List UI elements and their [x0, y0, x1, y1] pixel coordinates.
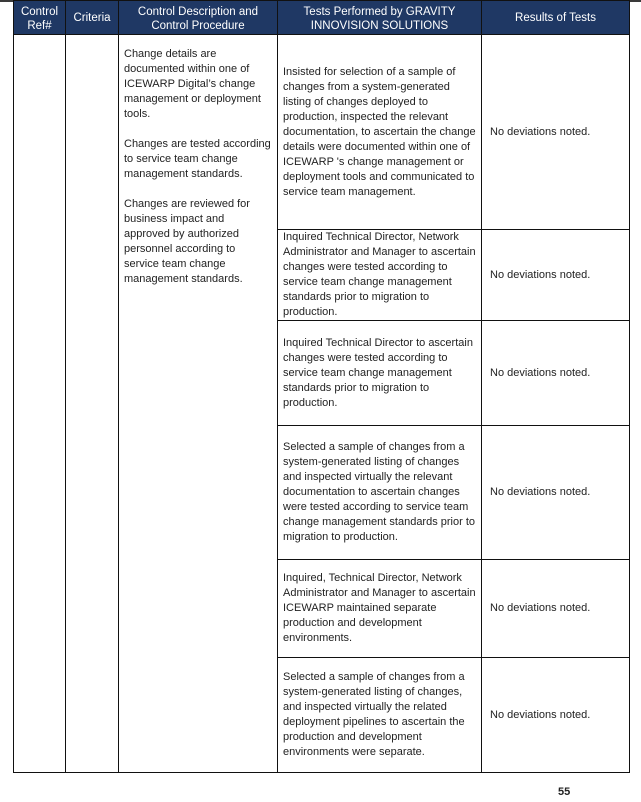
header-criteria [66, 1, 119, 35]
header-criteria-label: Criteria [73, 11, 111, 24]
header-tests-performed-label: Tests Performed by GRAVITY INNOVISION SOLUTIONS [303, 5, 456, 32]
controls-table [13, 0, 630, 773]
control-ref-cell [14, 35, 66, 773]
result-cell: No deviations noted. [482, 35, 630, 230]
control-description-cell [119, 35, 278, 773]
header-tests-performed [278, 1, 482, 35]
test-cell: Inquired, Technical Director, Network Administrator and Manager to ascertain ICEWARP maintained separate production and development environments. [278, 560, 482, 658]
header-control-ref-label: Control Ref# [20, 5, 59, 32]
header-results [482, 1, 630, 35]
result-cell: No deviations noted. [482, 321, 630, 426]
result-cell: No deviations noted. [482, 230, 630, 321]
result-cell: No deviations noted. [482, 560, 630, 658]
test-cell: Insisted for selection of a sample of changes from a system-generated listing of changes deployed to production, inspected the relevant documentation, to ascertain the change details were documented within one of ICEWARP 's change management or deployment tools and communicated to service team management. [278, 35, 482, 230]
header-control-ref [14, 1, 66, 35]
criteria-cell [66, 35, 119, 773]
description-paragraph: Changes are tested according to service team change management standards. [124, 138, 271, 180]
description-paragraph: Changes are reviewed for business impact and approved by authorized personnel according to service team change management standards. [124, 198, 250, 285]
table-header-row [14, 1, 630, 35]
test-cell: Selected a sample of changes from a system-generated listing of changes, and inspected virtually the related deployment pipelines to ascertain the production and development environments were separate. [278, 658, 482, 773]
header-control-description [119, 1, 278, 35]
result-cell: No deviations noted. [482, 658, 630, 773]
page-number: 55 [558, 786, 571, 798]
header-control-description-label: Control Description and Control Procedure [137, 5, 259, 32]
test-cell: Inquired Technical Director, Network Administrator and Manager to ascertain changes were tested according to service team change management standards prior to migration to production. [278, 230, 482, 321]
test-cell: Selected a sample of changes from a system-generated listing of changes and inspected virtually the relevant documentation to ascertain changes were tested according to service team change management standards prior to migration to production. [278, 426, 482, 560]
description-paragraph: Change details are documented within one of ICEWARP Digital’s change management or deployment tools. [124, 48, 261, 120]
header-results-label: Results of Tests [515, 11, 596, 24]
result-cell: No deviations noted. [482, 426, 630, 560]
test-cell: Inquired Technical Director to ascertain changes were tested according to service team change management standards prior to migration to production. [278, 321, 482, 426]
table-row [14, 35, 630, 230]
